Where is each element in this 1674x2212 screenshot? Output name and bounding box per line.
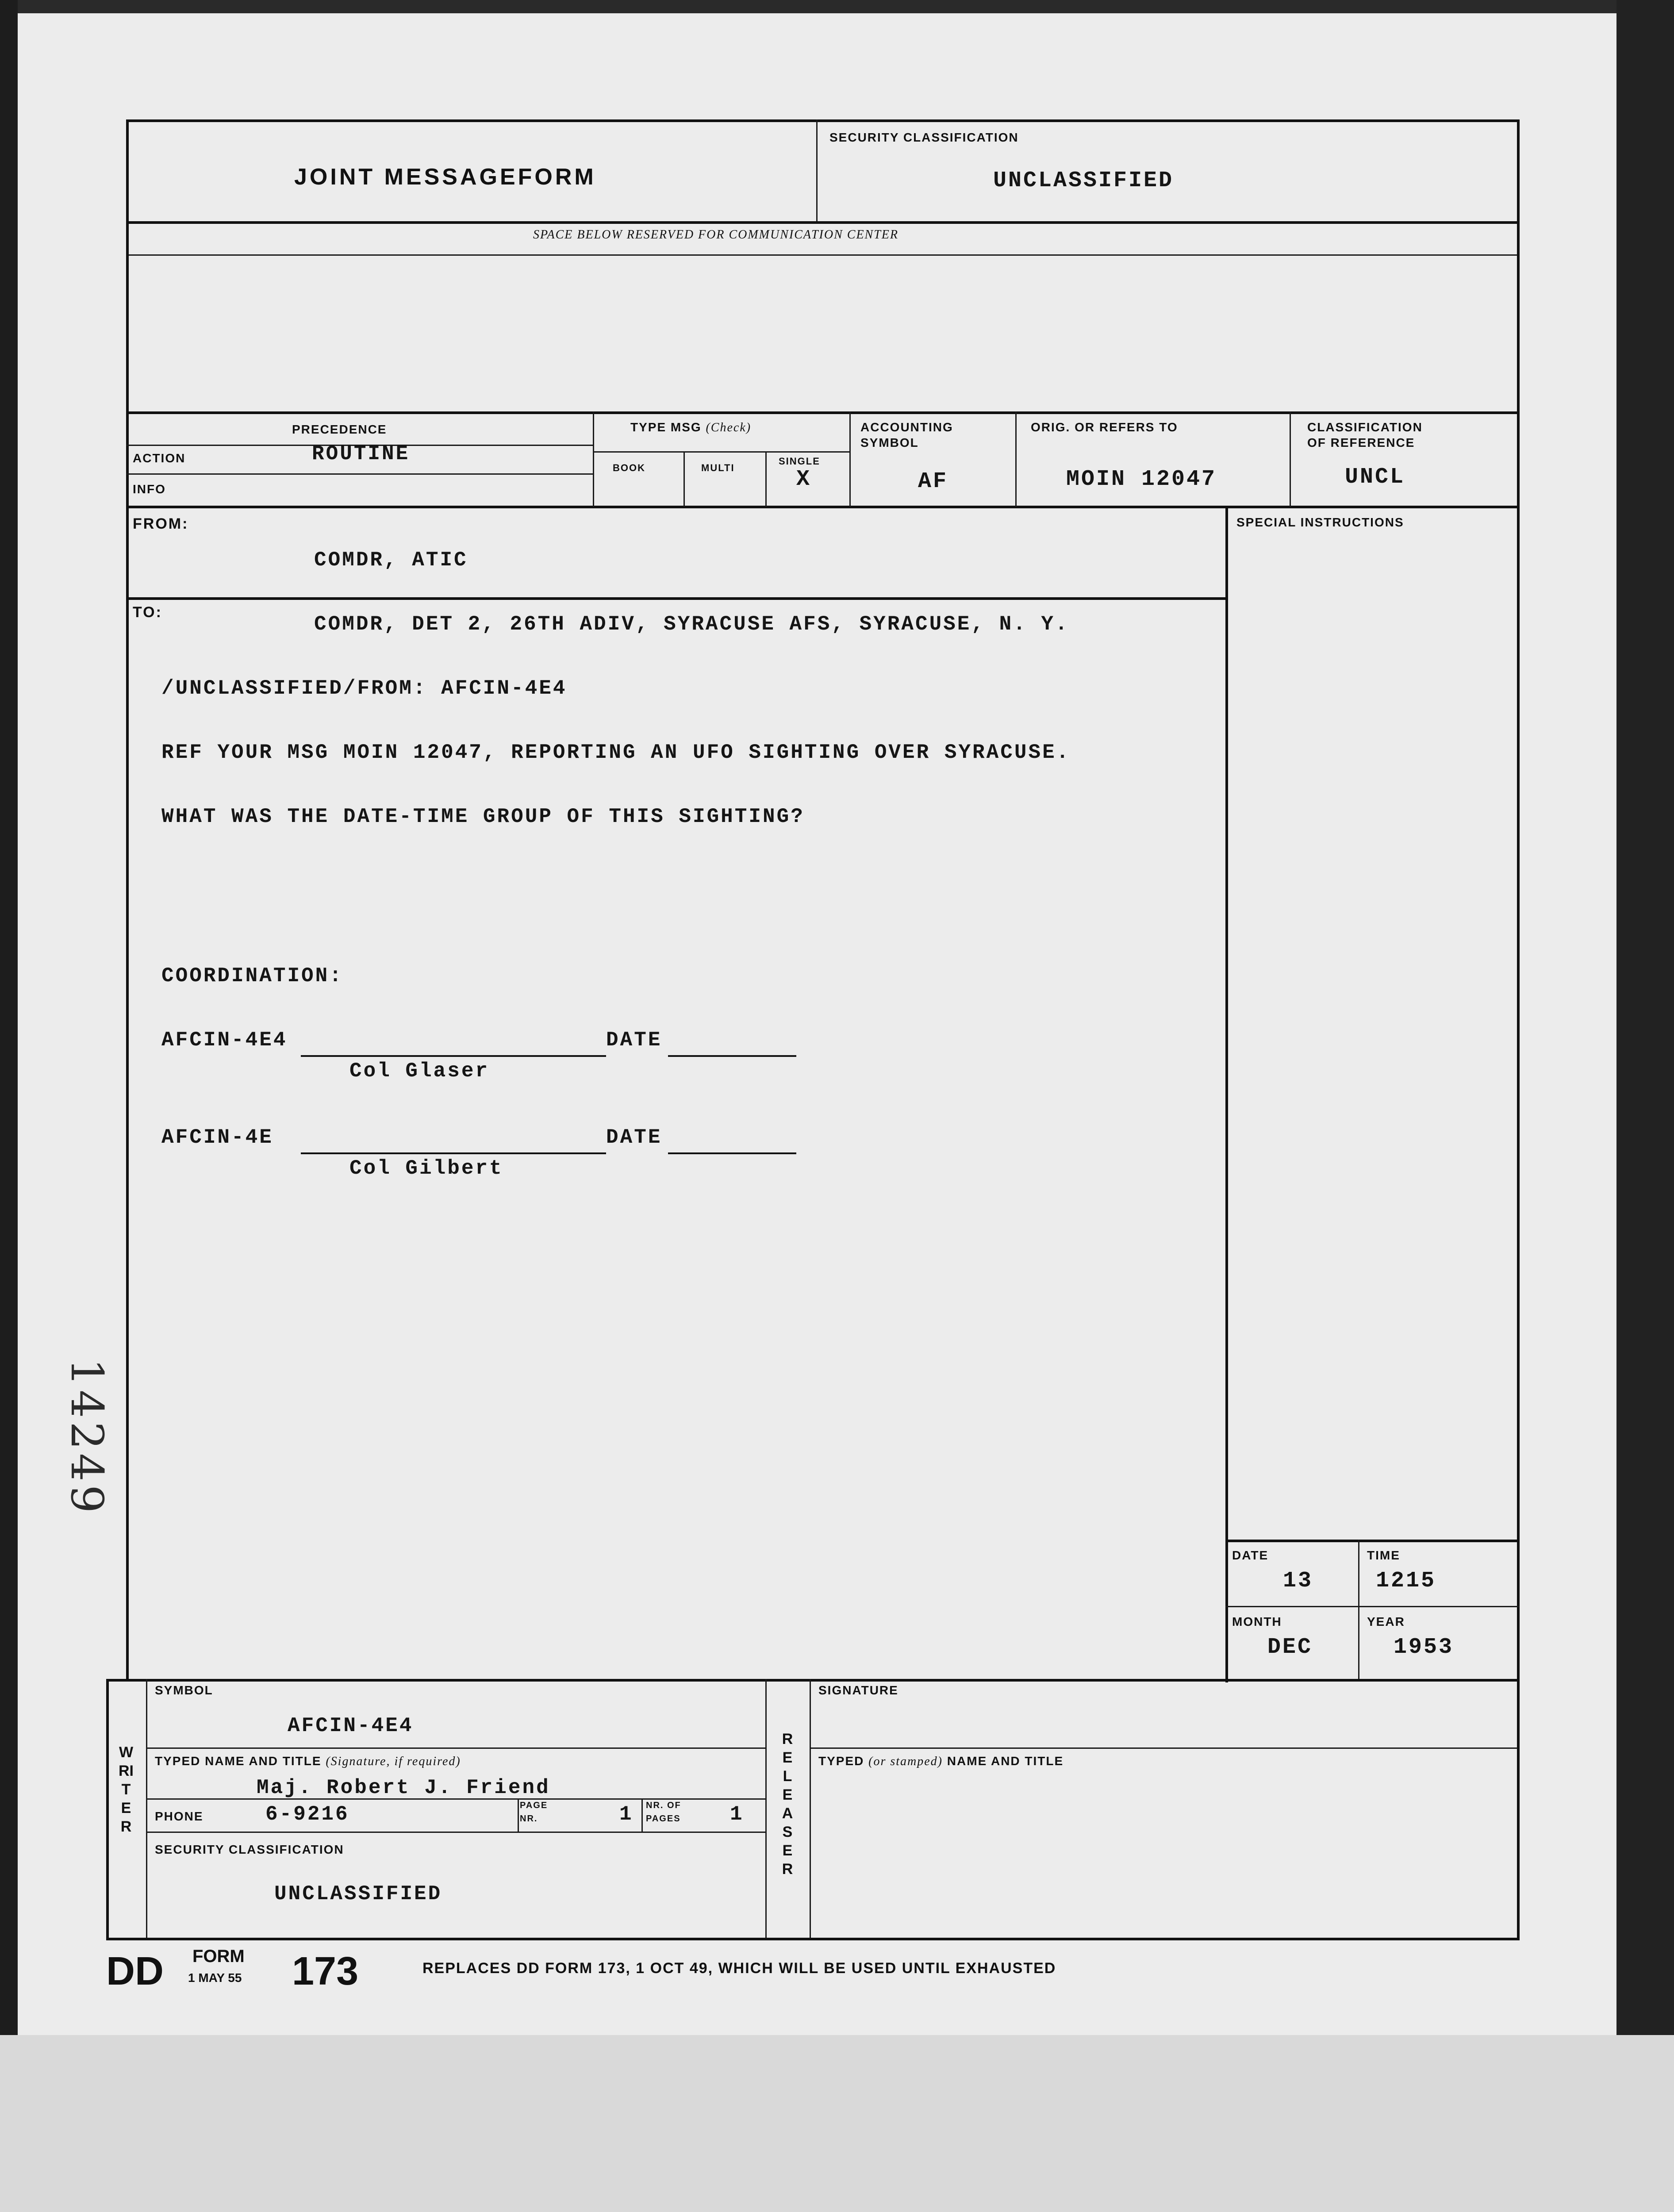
phone-label: PHONE (155, 1809, 203, 1823)
info-label: INFO (133, 482, 166, 496)
message-form-sheet (18, 13, 1616, 2035)
month-value: DEC (1267, 1635, 1313, 1660)
writer-symbol-label: SYMBOL (155, 1683, 213, 1697)
form-date: 1 MAY 55 (188, 1971, 242, 1985)
page-value: 1 (619, 1803, 634, 1826)
nr-pages-label-2: PAGES (646, 1814, 681, 1824)
accounting-label-1: ACCOUNTING (860, 420, 953, 434)
scan-lower-area (0, 2035, 1674, 2212)
margin-handwritten-number: 14249 (61, 1358, 113, 1517)
scan-border-right (1616, 0, 1674, 2035)
typed-name-label: TYPED NAME AND TITLE (Signature, if required) (155, 1754, 461, 1768)
writer-symbol-value: AFCIN-4E4 (288, 1714, 414, 1737)
page-label-1: PAGE (520, 1801, 548, 1810)
nr-pages-label-1: NR. OF (646, 1801, 681, 1810)
single-checkmark: X (796, 467, 812, 492)
writer-side-label: WRITER (119, 1744, 134, 1835)
coordination-label: COORDINATION: (161, 964, 343, 987)
signature-label: SIGNATURE (818, 1683, 898, 1697)
message-line-2: REF YOUR MSG MOIN 12047, REPORTING AN UFO SIGHTING OVER SYRACUSE. (161, 741, 1071, 764)
coord-date-label-2: DATE (606, 1126, 662, 1149)
releaser-typed-label: TYPED (or stamped) NAME AND TITLE (818, 1754, 1064, 1768)
date-value: 13 (1283, 1568, 1313, 1594)
header-security-label: SECURITY CLASSIFICATION (829, 131, 1019, 144)
orig-refers-value: MOIN 12047 (1066, 467, 1217, 492)
to-label: TO: (133, 604, 162, 621)
month-label: MONTH (1232, 1615, 1282, 1628)
phone-value: 6-9216 (265, 1803, 349, 1826)
from-label: FROM: (133, 515, 189, 532)
action-label: ACTION (133, 451, 186, 465)
page-label-2: NR. (520, 1814, 538, 1824)
scan-border-left (0, 0, 18, 2035)
coord-date-label-1: DATE (606, 1029, 662, 1052)
multi-label: MULTI (701, 462, 735, 473)
form-word: FORM (192, 1947, 245, 1966)
accounting-label-2: SYMBOL (860, 436, 919, 449)
comm-center-note: SPACE BELOW RESERVED FOR COMMUNICATION CENTER (533, 228, 898, 242)
time-label: TIME (1367, 1548, 1400, 1562)
nr-pages-value: 1 (730, 1803, 744, 1826)
releaser-side-label: RELEASER (782, 1731, 793, 1878)
writer-security-value: UNCLASSIFIED (274, 1882, 442, 1905)
precedence-label: PRECEDENCE (292, 422, 387, 436)
replaces-note: REPLACES DD FORM 173, 1 OCT 49, WHICH WILL BE USED UNTIL EXHAUSTED (422, 1960, 1056, 1977)
typed-name-value: Maj. Robert J. Friend (257, 1776, 550, 1799)
coord-office-1: AFCIN-4E4 (161, 1029, 288, 1052)
writer-security-label: SECURITY CLASSIFICATION (155, 1843, 344, 1856)
form-number: 173 (292, 1949, 359, 1993)
orig-refers-label: ORIG. OR REFERS TO (1031, 420, 1178, 434)
date-label: DATE (1232, 1548, 1269, 1562)
form-title: JOINT MESSAGEFORM (294, 164, 596, 190)
message-line-1: /UNCLASSIFIED/FROM: AFCIN-4E4 (161, 677, 567, 700)
special-instructions-label: SPECIAL INSTRUCTIONS (1236, 515, 1404, 529)
action-value: ROUTINE (312, 442, 410, 465)
class-ref-label-2: OF REFERENCE (1307, 436, 1415, 449)
class-ref-label-1: CLASSIFICATION (1307, 420, 1423, 434)
year-value: 1953 (1394, 1635, 1454, 1660)
coord-office-2: AFCIN-4E (161, 1126, 273, 1149)
from-value: COMDR, ATIC (314, 549, 468, 572)
type-msg-label: TYPE MSG (Check) (630, 420, 752, 434)
accounting-value: AF (918, 469, 948, 494)
time-value: 1215 (1376, 1568, 1436, 1594)
year-label: YEAR (1367, 1615, 1405, 1628)
scan-border-top (0, 0, 1674, 13)
class-ref-value: UNCL (1345, 465, 1405, 490)
coord-name-1: Col Glaser (349, 1060, 490, 1083)
to-value: COMDR, DET 2, 26TH ADIV, SYRACUSE AFS, SYRACUSE, N. Y. (314, 613, 1069, 636)
message-line-3: WHAT WAS THE DATE-TIME GROUP OF THIS SIGHTING? (161, 805, 805, 828)
coord-name-2: Col Gilbert (349, 1157, 503, 1180)
single-label: SINGLE (779, 456, 820, 467)
dd-mark: DD (106, 1949, 164, 1993)
book-label: BOOK (613, 462, 645, 473)
header-security-value: UNCLASSIFIED (993, 168, 1174, 193)
